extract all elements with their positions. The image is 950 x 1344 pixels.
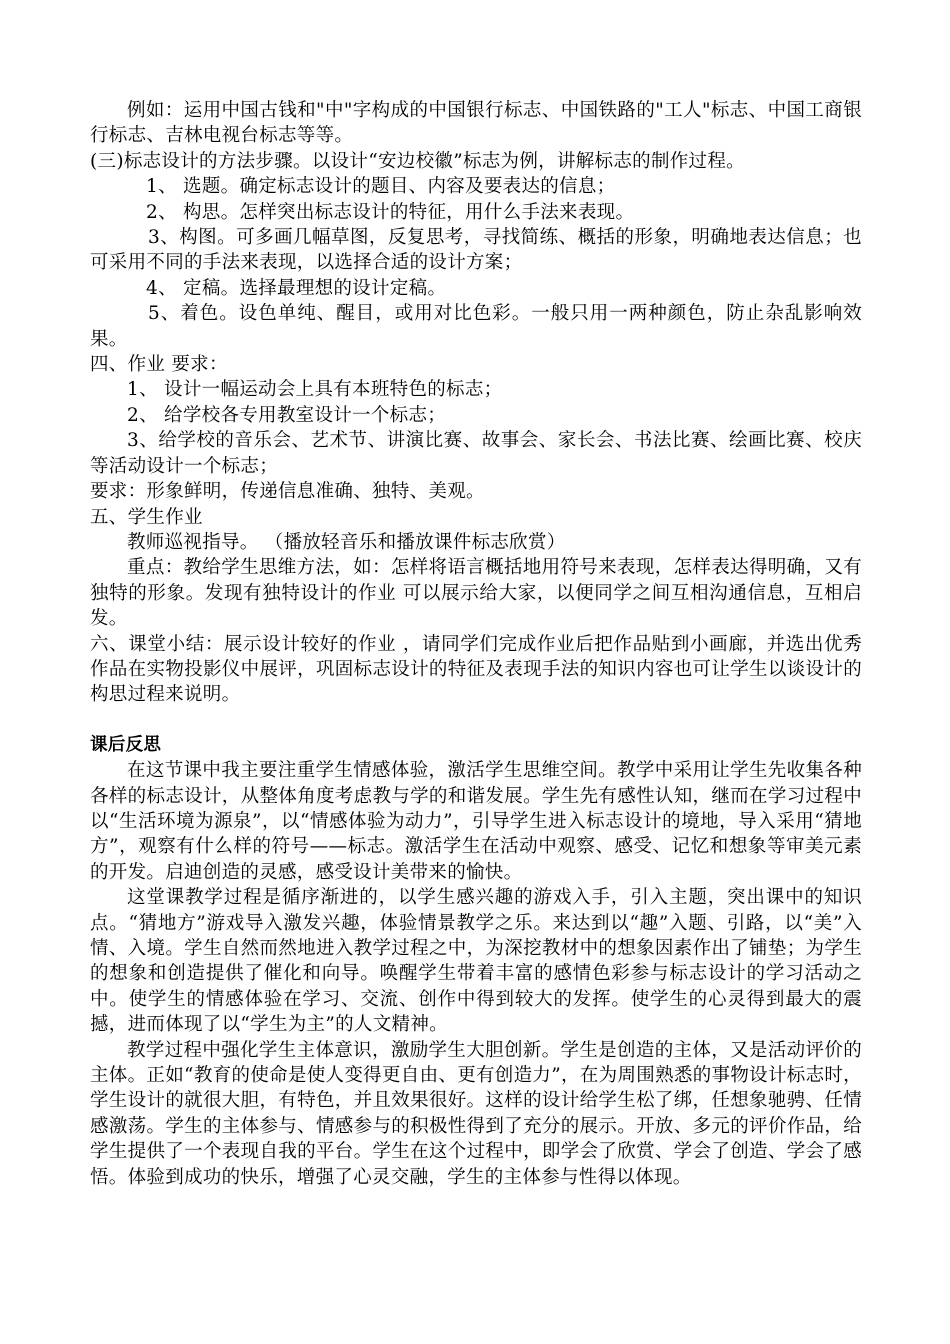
requirements: 要求：形象鲜明，传递信息准确、独特、美观。 <box>90 481 485 503</box>
step-1: 1、 选题。确定标志设计的题目、内容及要表达的信息； <box>146 176 616 198</box>
document-page <box>90 98 862 1190</box>
reflection-heading: 课后反思 <box>90 734 162 755</box>
reflection-paragraph-2: 这堂课教学过程是循序渐进的，以学生感兴趣的游戏入手，引入主题，突出课中的知识点。“猜地方”游戏导入激发兴趣，体验情景教学之乐。来达到以“趣”入题、引路，以“美”入情、入境。学生自然而然地进入教学过程之中，为深挖教材中的想象因素作出了铺垫；为学生的想象和创造提供了催化和向导。唤醒学生带着丰富的感情色彩参与标志设计的学习活动之中。使学生的情感体验在学习、交流、创作中得到较大的发挥。使学生的心灵得到最大的震撼，进而体现了以“学生为主”的人文精神。 <box>90 887 862 1036</box>
section-five-heading: 五、学生作业 <box>90 506 203 528</box>
reflection-paragraph-1: 在这节课中我主要注重学生情感体验，激活学生思维空间。教学中采用让学生先收集各种各样的标志设计，从整体角度考虑教与学的和谐发展。学生先有感性认知，继而在学习过程中以“生活环境为源泉”，以“情感体验为动力”，引导学生进入标志设计的境地，导入采用“猜地方”，观察有什么样的符号——标志。激活学生在活动中观察、感受、记忆和想象等审美元素的开发。启迪创造的灵感，感受设计美带来的愉快。 <box>90 760 862 883</box>
homework-2: 2、 给学校各专用教室设计一个标志； <box>127 404 447 426</box>
step-5: 5、着色。设色单纯、醒目，或用对比色彩。一般只用一两种颜色，防止杂乱影响效果。 <box>90 303 862 350</box>
homework-1: 1、 设计一幅运动会上具有本班特色的标志； <box>127 379 503 401</box>
section-three-heading: (三)标志设计的方法步骤。以设计“安边校徽”标志为例，讲解标志的制作过程。 <box>90 150 745 172</box>
reflection-paragraph-3: 教学过程中强化学生主体意识，激励学生大胆创新。学生是创造的主体，又是活动评价的主体。正如“教育的使命是使人变得更自由、更有创造力”，在为周围熟悉的事物设计标志时，学生设计的就很大胆，有特色，并且效果很好。这样的设计给学生松了绑，任想象驰骋、任情感激荡。学生的主体参与、情感参与的积极性得到了充分的展示。开放、多元的评价作品，给学生提供了一个表现自我的平台。学生在这个过程中，即学会了欣赏、学会了创造、学会了感悟。体验到成功的快乐，增强了心灵交融，学生的主体参与性得以体现。 <box>90 1039 862 1188</box>
section-six-summary: 六、课堂小结：展示设计较好的作业 ，请同学们完成作业后把作品贴到小画廊，并选出优秀作品在实物投影仪中展评，巩固标志设计的特征及表现手法的知识内容也可让学生以谈设计的构思过程来说明。 <box>90 633 862 706</box>
example-paragraph: 例如：运用中国古钱和"中"字构成的中国银行标志、中国铁路的"工人"标志、中国工商银行标志、吉林电视台标志等等。 <box>90 100 862 147</box>
step-4: 4、 定稿。选择最理想的设计定稿。 <box>146 277 447 299</box>
homework-3: 3、给学校的音乐会、艺术节、讲演比赛、故事会、家长会、书法比赛、绘画比赛、校庆等活动设计一个标志； <box>90 430 862 477</box>
section-four-heading: 四、作业 要求： <box>90 354 228 376</box>
step-2: 2、 构思。怎样突出标志设计的特征，用什么手法来表现。 <box>146 201 635 223</box>
step-3: 3、构图。可多画几幅草图，反复思考，寻找简练、概括的形象，明确地表达信息；也可采用不同的手法来表现，以选择合适的设计方案； <box>90 227 862 274</box>
key-points: 重点：教给学生思维方法，如：怎样将语言概括地用符号来表现，怎样表达得明确，又有独特的形象。发现有独特设计的作业 可以展示给大家，以便同学之间互相沟通信息，互相启发。 <box>90 557 862 630</box>
teacher-guidance: 教师巡视指导。 （播放轻音乐和播放课件标志欣赏） <box>127 531 566 553</box>
